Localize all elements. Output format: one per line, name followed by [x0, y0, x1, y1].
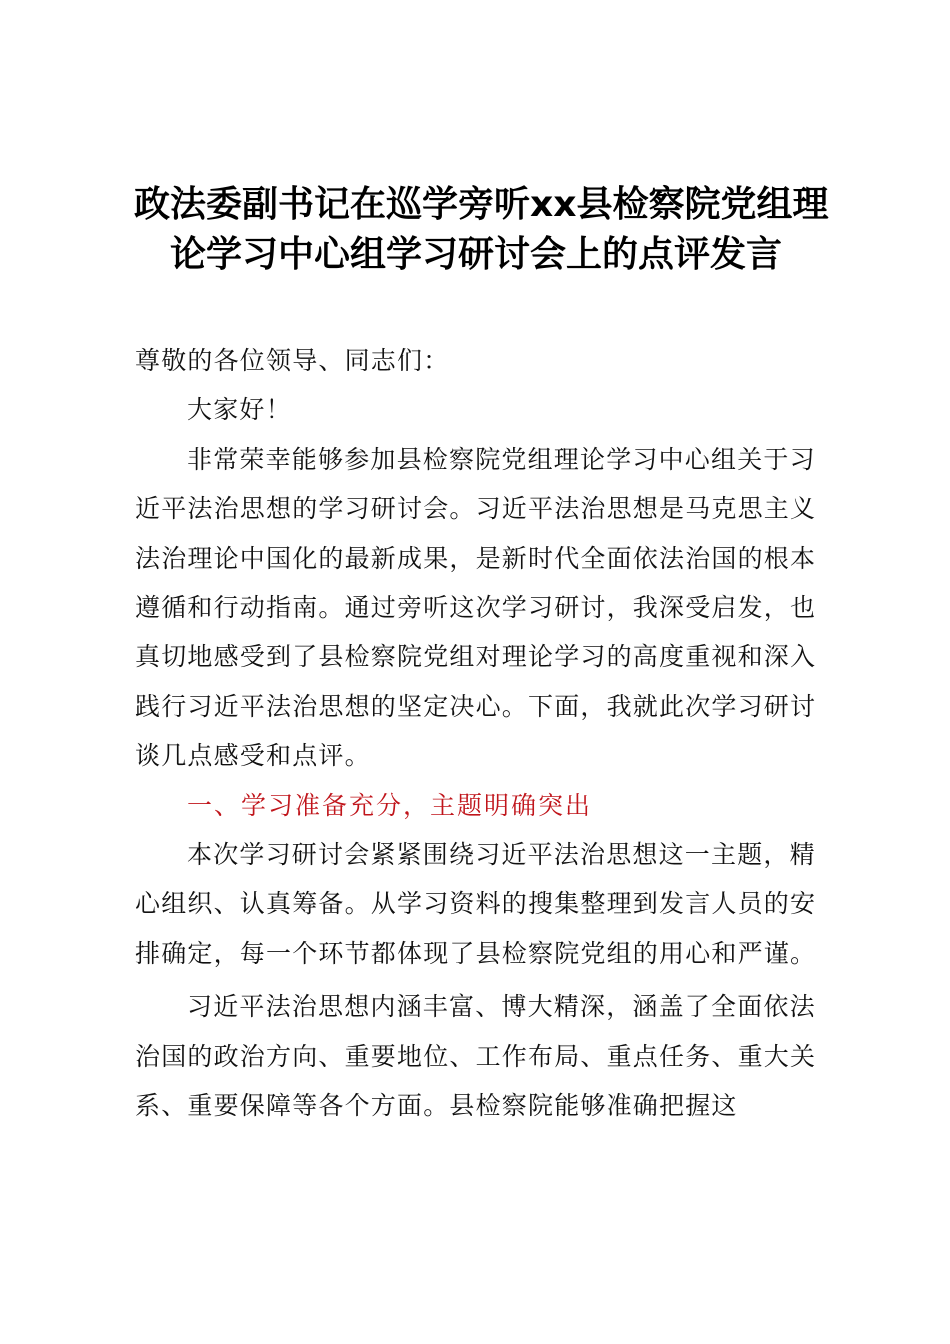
title-line-1: 政法委副书记在巡学旁听xx县检察院党组理: [134, 184, 829, 225]
paragraph-preparation: 本次学习研讨会紧紧围绕习近平法治思想这一主题，精心组织、认真筹备。从学习资料的搜集整理到发言人员的安排确定，每一个环节都体现了县检察院党组的用心和严谨。: [135, 840, 817, 968]
paragraph-intro: 非常荣幸能够参加县检察院党组理论学习中心组关于习近平法治思想的学习研讨会。习近平法治思想是马克思主义法治理论中国化的最新成果，是新时代全面依法治国的根本遵循和行动指南。通过旁听这次学习研讨，我深受启发，也真切地感受到了县检察院党组对理论学习的高度重视和深入践行习近平法治思想的坚定决心。下面，我就此次学习研讨谈几点感受和点评。: [135, 444, 817, 771]
paragraph-content: 习近平法治思想内涵丰富、博大精深，涵盖了全面依法治国的政治方向、重要地位、工作布局、重点任务、重大关系、重要保障等各个方面。县检察院能够准确把握这: [135, 992, 817, 1121]
greeting: 大家好！: [187, 395, 292, 425]
section-heading-1: 一、学习准备充分，主题明确突出: [187, 790, 593, 820]
document-body: [135, 336, 835, 1131]
title-line-2: 论学习中心组学习研讨会上的点评发言: [170, 234, 783, 275]
salutation: 尊敬的各位领导、同志们：: [135, 346, 450, 375]
